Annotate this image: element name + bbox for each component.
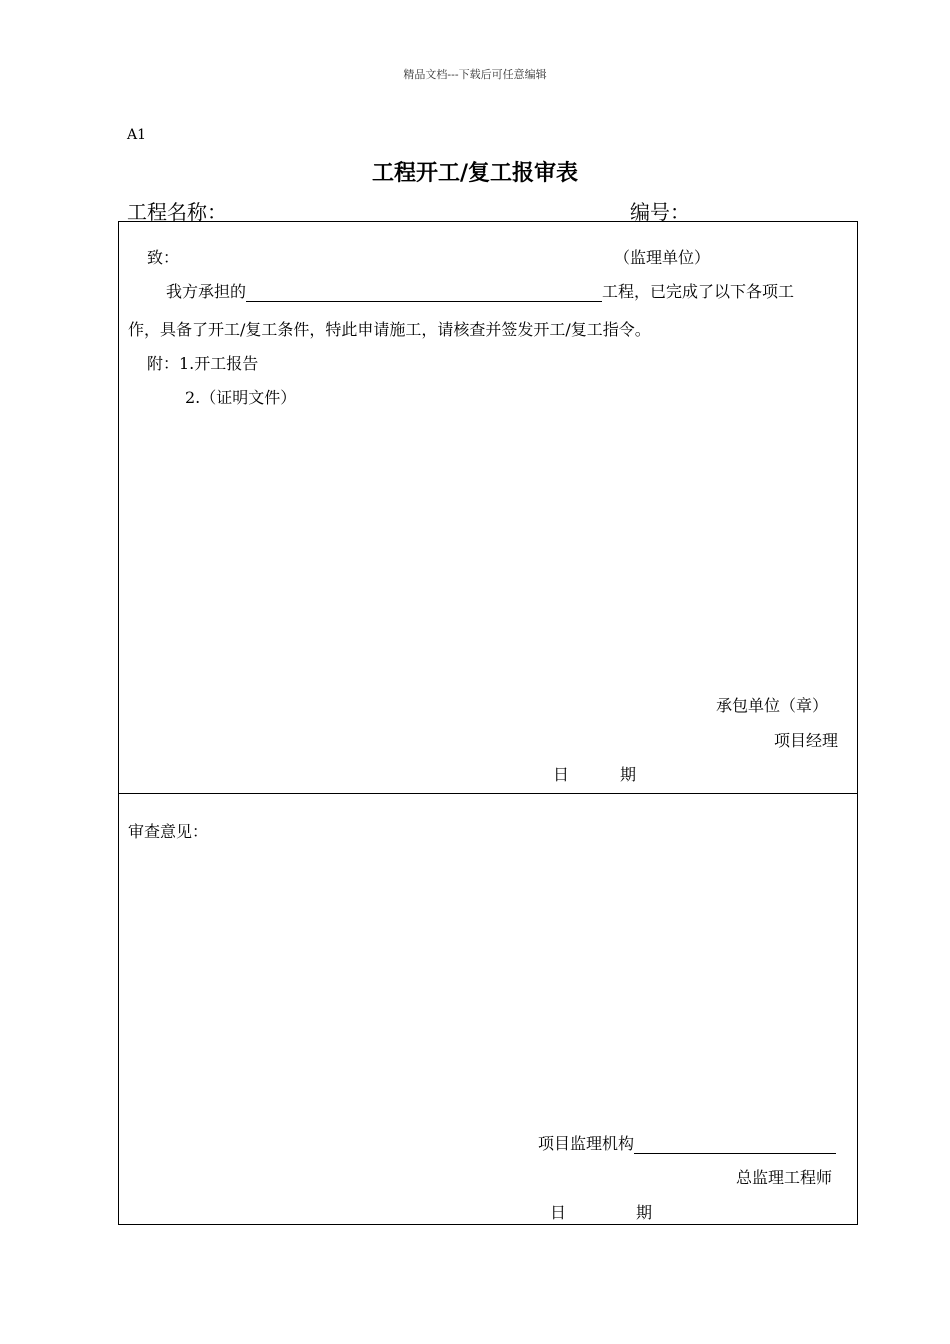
form-table (118, 221, 858, 1225)
to-label: 致： (147, 248, 180, 267)
supervision-org-label: 项目监理机构 (538, 1134, 635, 1153)
application-line-2: 作，具备了开工/复工条件，特此申请施工，请核查并签发开工/复工指令。 (128, 320, 651, 339)
review-opinion-label: 审查意见： (128, 822, 209, 841)
date-label-2-day: 日 (550, 1203, 567, 1222)
chief-engineer-label: 总监理工程师 (736, 1168, 833, 1187)
line1-prefix: 我方承担的 (166, 282, 247, 301)
supervision-org-line (538, 1134, 836, 1154)
supervisor-unit-label: （监理单位） (614, 248, 711, 267)
line1-suffix: 工程，已完成了以下各项工 (602, 282, 795, 301)
date-label-1-period: 期 (620, 765, 637, 784)
project-blank-line (246, 283, 602, 302)
date-label-2-period: 期 (636, 1203, 653, 1222)
application-line-1 (166, 282, 794, 302)
section-divider (119, 793, 857, 794)
header-note: 精品文档---下载后可任意编辑 (403, 68, 547, 81)
date-label-1-day: 日 (553, 765, 570, 784)
form-code: A1 (127, 127, 147, 143)
project-manager-label: 项目经理 (774, 731, 839, 750)
supervision-org-blank-line (634, 1135, 836, 1154)
project-name-label: 工程名称： (127, 200, 227, 224)
number-label: 编号： (630, 200, 690, 224)
document-title: 工程开工/复工报审表 (371, 161, 579, 186)
attachment-2: 2.（证明文件） (185, 388, 297, 407)
contractor-unit-label: 承包单位（章） (716, 696, 829, 715)
attachment-1: 附：1.开工报告 (147, 354, 259, 373)
